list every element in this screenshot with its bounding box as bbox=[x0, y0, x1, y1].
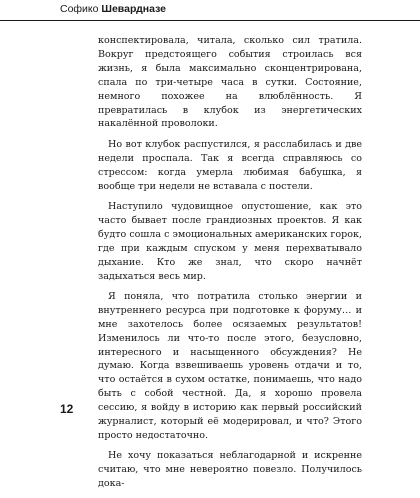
author-last-name: Шевардназе bbox=[101, 3, 167, 15]
paragraph-5: Не хочу показаться неблагодарной и искренне считаю, что мне невероятно повезло. Получилось дока- bbox=[98, 450, 362, 490]
header-author bbox=[60, 3, 166, 16]
paragraph-2: Но вот клубок распустился, я расслабилась и две недели проспала. Так я всегда справляюсь со стрессом: когда умерла любимая бабушка, я вообще три недели не вставала с постели. bbox=[98, 138, 362, 192]
paragraph-3: Наступило чудовищное опустошение, как это часто бывает после грандиозных проектов. Я как будто сошла с эмоциональных американских горок, где при каждым спуском у меня перехватывало дыхание. Кто же знал, что скоро начнёт задыхаться весь мир. bbox=[98, 200, 362, 282]
paragraph-1: конспектировала, читала, сколько сил тратила. Вокруг предстоящего события строилась вся жизнь, я была максимально сконцентрирована, спала по три-четыре часа в сутки. Состояние, немного похожее на влюблённость. Я превратилась в клубок из энергетических накалённой проволоки. bbox=[98, 35, 362, 130]
header-rule bbox=[0, 20, 420, 21]
running-header bbox=[0, 0, 420, 22]
body-text bbox=[98, 34, 362, 498]
page-number: 12 bbox=[60, 402, 74, 416]
author-first-name: Софико bbox=[60, 3, 99, 15]
paragraph-4: Я поняла, что потратила столько энергии и внутреннего ресурса при подготовке к форуму… и мне захотелось более осязаемых результатов! Изменилось ли что-то после этого, безусловно, интересного и насыщенного обсуждения? Не думаю. Когда взвешиваешь уровень отдачи и то, что остаётся в сухом остатке, понимаешь, что надо быть с собой честной. Да, я хорошо провела сессию, я войду в историю как первый российский журналист, который её модерировал, и что? Этого просто недостаточно. bbox=[98, 290, 362, 441]
